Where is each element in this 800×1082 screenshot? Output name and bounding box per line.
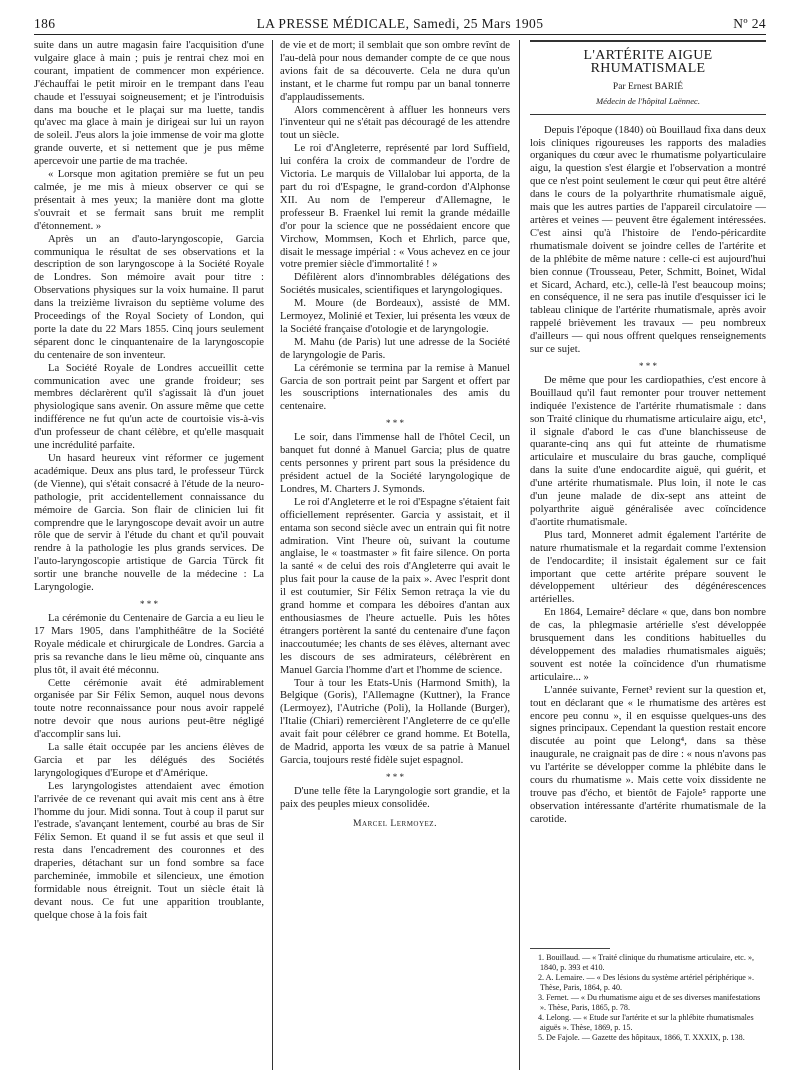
issue-number: Nº 24 bbox=[733, 16, 766, 31]
page-number: 186 bbox=[34, 16, 56, 31]
journal-title: LA PRESSE MÉDICALE, Samedi, 25 Mars 1905 bbox=[256, 16, 544, 31]
author-signature: Marcel Lermoyez. bbox=[353, 817, 437, 829]
footnotes bbox=[530, 948, 766, 1043]
footnote: 5. De Fajole. — Gazette des hôpitaux, 1866, T. XXXIX, p. 138. bbox=[538, 1033, 745, 1042]
paragraph: Après un an d'auto-laryngoscopie, Garcia communiqua le résultat de ses observations et la description de son laryngoscope à la Société Royale de Londres. Son mémoire avait pour titre : Observations physiques sur la voix humaine. Il parut dans la treizième livraison du septième volume des Proceedings of the Royal Society of London, qui porte la date du 22 Mars 1855. Cinq jours seulement séparent donc le cinquantenaire de la laryngoscopie du centenaire de son inventeur. bbox=[34, 233, 264, 361]
paragraph: M. Mahu (de Paris) lut une adresse de la Société de laryngologie de Paris. bbox=[280, 336, 510, 361]
paragraph: La salle était occupée par les anciens élèves de Garcia et par les délégués des Sociétés laryngologiques d'Europe et d'Amérique. bbox=[34, 742, 264, 779]
section-separator: * * * bbox=[386, 771, 404, 782]
article-title: L'ARTÉRITE AIGUE RHUMATISMALE bbox=[583, 48, 713, 76]
paragraph: « Lorsque mon agitation première se fut un peu calmée, je me mis à mieux observer ce qui se présentait à mes yeux; la manière dont ma glotte s'ouvrait et se fermait sans bruit me remplit d'étonnement. » bbox=[34, 169, 264, 232]
paragraph: Les laryngologistes attendaient avec émotion l'arrivée de ce revenant qui avait mis cent ans à être l'homme du jour. Midi sonna. Tout à coup il parut sur l'estrade, s'avançant lentement, courbé au bras de Sir Félix Semon. Et quand il se fut assis et que seul il resta dans l'encadrement des couronnes et des draperies, détachant sur un fond sombre sa face parcheminée, immobile et silencieux, une émotion formidable nous étreignit. Tout un siècle était là devant nous. Ce fut une apparition troublante, quelque chose à la fois fait bbox=[34, 780, 264, 921]
paragraph: La cérémonie du Centenaire de Garcia a eu lieu le 17 Mars 1905, dans l'amphithéâtre de la Société Royale médicale et chirurgicale de Londres. Garcia a pris sa revanche dans le lieu même où, cinquante ans plus tôt, il avait été méconnu. bbox=[34, 612, 264, 676]
paragraph: Tour à tour les Etats-Unis (Harmond Smith), la Belgique (Goris), l'Allemagne (Kuttner), la France (Lermoyez), l'Autriche (Poli), la Hollande (Burger), l'Italie (Chiari) remercièrent l'Angleterre de ce qu'elle avait fait pour célébrer ce grand homme. Et Botella, de Madrid, apporta les vœux de sa patrie à Manuel Garcia, toujours resté fidèle sujet espagnol. bbox=[280, 677, 510, 766]
column-rule-left bbox=[272, 40, 273, 1070]
paragraph: Un hasard heureux vint réformer ce jugement académique. Deux ans plus tard, le professeur Türck (de Vienne), qui s'était consacré à l'étude de la neuro-pathologie, prit accidentellement connaissance du mémoire de Garcia. Son flair de clinicien lui fit comprendre que le laryngoscope devait avoir un autre rôle que de servir à l'étude du chant et qu'il pouvait rendre à la pathologie les plus grands services. De l'auto-laryngoscopie artistique de Garcia Türck fit sortir une branche nouvelle de la médecine : La Laryngologie. bbox=[34, 453, 264, 594]
paragraph: Le roi d'Angleterre et le roi d'Espagne s'étaient fait officiellement représenter. Garcia y assistait, et il entama son second siècle avec un entrain qui fit notre admiration. Vint l'heure où, suivant la coutume anglaise, le « toastmaster » fit faire silence. On porta la santé « de celui des rois d'Angleterre qui avait le plus fait pour la cause de la paix ». Avec l'esprit dont il est coutumier, Sir Félix Semon retraça la vie du grand homme et compara les déboires d'antan aux enthousiasmes de l'heure actuelle. Puis les hôtes étrangers portèrent la santé du centenaire d'une façon inaccoutumée; les chants de ses élèves, alternant avec les discours de ses admirateurs, célébrèrent en Manuel Garcia l'homme d'art et l'homme de science. bbox=[280, 496, 510, 676]
paragraph: D'une telle fête la Laryngologie sort grandie, et la paix des peuples mieux consolidée. bbox=[280, 785, 510, 810]
running-header bbox=[34, 14, 766, 35]
paragraph: Le roi d'Angleterre, représenté par lord Suffield, lui conféra la croix de commandeur de l'ordre de Victoria. Le marquis de Villalobar lui apporta, de la part du roi d'Espagne, le grand-cordon d'Alphonse XII. Au nom de l'empereur d'Allemagne, le professeur B. Fraenkel lui remit la grande médaille d'or pour la science que ne possédaient encore que Virchow, Mommsen, Koch et Ehrlich, parce que, disait le message impérial : « Vous achevez en ce jour votre premier siècle d'immortalité ! » bbox=[280, 143, 510, 271]
paragraph: suite dans un autre magasin faire l'acquisition d'une vulgaire glace à main ; puis je rentrai chez moi en courant, impatient de commencer mon expérience. J'échauffai le petit miroir en le trempant dans l'eau chaude et l'essuyai soigneusement; et je l'introduisis dans ma bouche et le plaçai sur ma luette, tandis qu'avec ma glace à main je dirigeai sur lui un rayon de soleil. J'eus alors la joie immense de voir ma glotte grande ouverte, et si nettement que je pus même apercevoir une partie de ma trachée. bbox=[34, 40, 264, 168]
column-middle bbox=[280, 40, 510, 831]
footnote: 3. Fernet. — « Du rhumatisme aigu et de ses diverses manifestations ». Thèse, Paris, 1865, p. 78. bbox=[538, 993, 761, 1012]
footnote: 1. Bouillaud. — « Traité clinique du rhumatisme articulaire, etc. », 1840, p. 393 et 410. bbox=[538, 953, 755, 972]
paragraph: Cette cérémonie avait été admirablement organisée par Sir Félix Semon, auquel nous devons toute notre reconnaissance pour nous avoir rappelé notre devoir que nous aurions peut-être négligé d'accomplir sans lui. bbox=[34, 677, 264, 741]
footnote-rule bbox=[530, 948, 610, 949]
paragraph: Défilèrent alors d'innombrables délégations des Sociétés musicales, scientifiques et laryngologiques. bbox=[280, 272, 510, 297]
article-author: Par Ernest BARIÉ bbox=[612, 81, 684, 92]
paragraph: L'année suivante, Fernet³ revient sur la question et, tout en déclarant que « le rhumatisme des artères est encore peu connu », il en esquisse quelques-uns des signes principaux. Cependant la question restait encore discutée au point que Lelong⁴, dans sa thèse inaugurale, ne craignait pas de dire : « nous n'avons pas vu l'artérite se développer comme la phlébite dans le cours du rhumatisme ». Mais cette voix dissidente ne trouve pas d'écho, et bientôt de Fajole⁵ rapporte une observation intéressante d'artérite rhumatismale de la carotide. bbox=[530, 684, 766, 825]
section-separator: * * * bbox=[140, 598, 158, 609]
heading-divider bbox=[530, 114, 766, 115]
author-affiliation: Médecin de l'hôpital Laënnec. bbox=[596, 95, 700, 106]
footnote: 2. A. Lemaire. — « Des lésions du système artériel périphérique ». Thèse, Paris, 1864, p. 40. bbox=[538, 973, 754, 992]
paragraph: La cérémonie se termina par la remise à Manuel Garcia de son portrait peint par Sargent et offert par les souscriptions internationales des amis du centenaire. bbox=[280, 362, 510, 413]
paragraph: M. Moure (de Bordeaux), assisté de MM. Lermoyez, Molinié et Texier, lui présenta les vœux de la Société française d'otologie et de laryngologie. bbox=[280, 298, 510, 335]
column-rule-right bbox=[519, 40, 520, 1070]
paragraph: La Société Royale de Londres accueillit cette communication avec une grande froideur; ses membres déclarèrent qu'il s'agissait là d'un jouet physiologique sans avenir. On assure même que cette indifférence ne fut qu'un acte de courtoisie vis-à-vis d'un professeur de chant célèbre, et qu'elle masquait une incrédulité parfaite. bbox=[34, 362, 264, 452]
paragraph: Depuis l'époque (1840) où Bouillaud fixa dans deux lois cliniques rigoureuses les rapports des maladies organiques du cœur avec le rhumatisme polyarticulaire aigu, la question s'est élargie et l'observation a montré que ce n'est point seulement le cœur qui peut être altéré dans le cours de la polyarthrite rhumatismale aiguë, mais que les autres parties de l'appareil circulatoire — artères et veines — peuvent être également intéressées. C'est ainsi qu'à l'histoire de l'endo-péricardite rhumatismale doivent se joindre celles de l'artérite et de la phlébite de même nature : celle-ci est aujourd'hui bien connue (Trousseau, Peter, Schmitt, Boinet, Widal et Sicard, Achard, etc.), celle-là l'est beaucoup moins; en conséquence, il ne sera pas inutile d'esquisser ici le tableau clinique de l'artérite rhumatismale, après avoir rappelé brièvement les travaux — peu nombreux d'ailleurs — qui nous offrent quelques renseignements sur ce sujet. bbox=[530, 124, 766, 356]
paragraph: En 1864, Lemaire² déclare « que, dans bon nombre de cas, la phlegmasie artérielle s'est développée brusquement dans les conditions habituelles du développement des maladies rhumatismales aiguës; souvent est notée la coïncidence d'un rhumatisme articulaire... » bbox=[530, 607, 766, 683]
paragraph: de vie et de mort; il semblait que son ombre revînt de l'au-delà pour nous demander compte de ce que nous avions fait de sa découverte. Cela ne dura qu'un instant, et le charme fut rompu par un banal tonnerre d'applaudissements. bbox=[280, 40, 510, 103]
paragraph: Le soir, dans l'immense hall de l'hôtel Cecil, un banquet fut donné à Manuel Garcia; plus de quatre cents personnes y prirent part sous la présidence du président actuel de la Société laryngologique de Londres, M. Charters J. Symonds. bbox=[280, 432, 510, 495]
column-left bbox=[34, 40, 264, 923]
section-separator: * * * bbox=[639, 360, 657, 371]
paragraph: Alors commencèrent à affluer les honneurs vers l'inventeur qui ne s'était pas découragé de les attendre tout un siècle. bbox=[280, 104, 510, 142]
paragraph: Plus tard, Monneret admit également l'artérite de nature rhumatismale et la regardait comme l'extension de l'endocardite; il insistait également sur ce fait important que cette artérite prépare souvent le développement ultérieur des dégénérescences artérielles. bbox=[530, 529, 766, 606]
paragraph: De même que pour les cardiopathies, c'est encore à Bouillaud qu'il faut remonter pour trouver nettement indiquée l'existence de l'artérite rhumatismale : dans son Traité clinique du rhumatisme articulaire aigu, etc¹, il signale d'abord le cas d'une blanchisseuse de quarante-cinq ans qui fut atteinte de rhumatisme articulaire et musculaire du bras gauche, compliqué dans la suite d'une endocardite aiguë, qui guérit, et d'une artérite rhumatismale. Plus loin, il note le cas d'un jeune malade de dix-sept ans atteint de polyarthrite aiguë généralisée avec coïncidence d'aortite rhumatismale. bbox=[530, 374, 766, 528]
footnote: 4. Lelong. — « Etude sur l'artérite et sur la phlébite rhumatismales aiguës ». Thèse, 1869, p. 15. bbox=[538, 1013, 754, 1032]
section-separator: * * * bbox=[386, 418, 404, 429]
article-heading bbox=[530, 40, 766, 115]
column-right bbox=[530, 40, 766, 827]
